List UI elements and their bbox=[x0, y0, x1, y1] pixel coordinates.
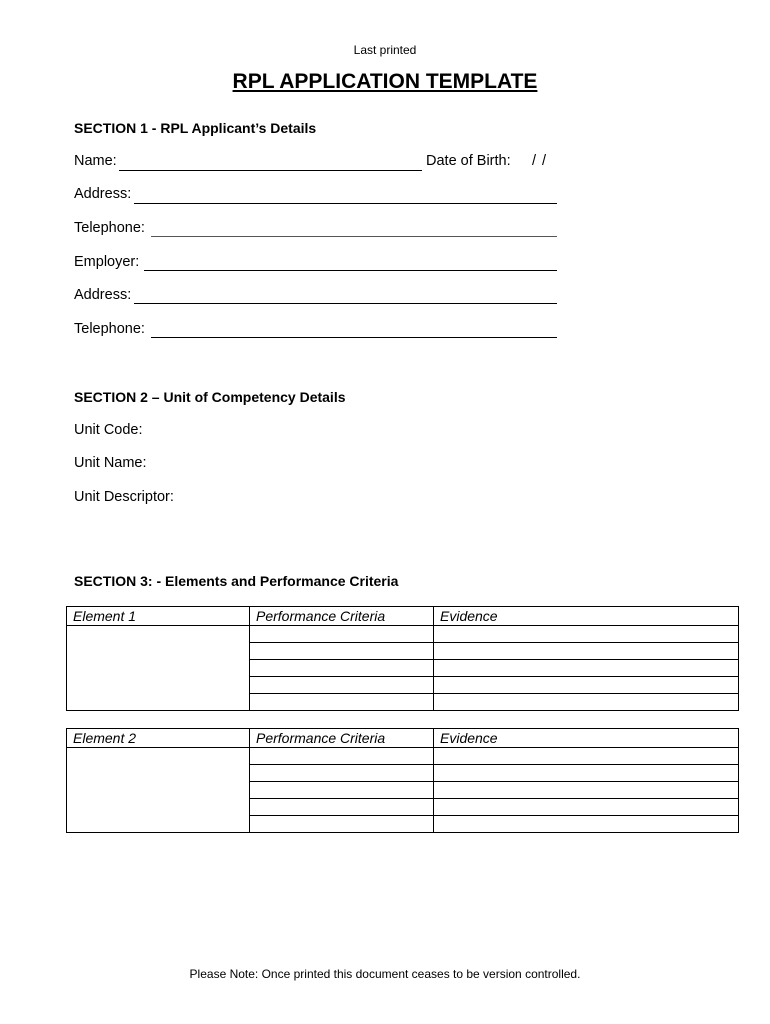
performance-criteria-cell[interactable] bbox=[250, 626, 434, 643]
element-table-2 bbox=[66, 728, 739, 833]
address-field[interactable] bbox=[134, 203, 557, 204]
document-title: RPL APPLICATION TEMPLATE bbox=[232, 70, 538, 93]
name-field[interactable] bbox=[119, 170, 422, 171]
date-of-birth-field[interactable]: / / bbox=[532, 153, 547, 169]
employer-address-field[interactable] bbox=[134, 303, 557, 304]
unit-name-label: Unit Name: bbox=[74, 455, 147, 471]
date-of-birth-label: Date of Birth: bbox=[426, 153, 511, 169]
table-row bbox=[67, 748, 739, 765]
evidence-cell[interactable] bbox=[434, 816, 739, 833]
unit-code-label: Unit Code: bbox=[74, 422, 143, 438]
evidence-header: Evidence bbox=[434, 729, 739, 748]
performance-criteria-header: Performance Criteria bbox=[250, 729, 434, 748]
evidence-cell[interactable] bbox=[434, 626, 739, 643]
element-header: Element 2 bbox=[67, 729, 250, 748]
address-label: Address: bbox=[74, 186, 132, 202]
employer-telephone-field[interactable] bbox=[151, 337, 557, 338]
performance-criteria-cell[interactable] bbox=[250, 677, 434, 694]
employer-telephone-label: Telephone: bbox=[74, 321, 145, 337]
employer-label: Employer: bbox=[74, 254, 140, 270]
element-table-1 bbox=[66, 606, 739, 711]
evidence-cell[interactable] bbox=[434, 643, 739, 660]
unit-descriptor-label: Unit Descriptor: bbox=[74, 489, 174, 505]
table-header-row bbox=[67, 607, 739, 626]
performance-criteria-cell[interactable] bbox=[250, 643, 434, 660]
table-row bbox=[67, 626, 739, 643]
element-description-cell[interactable] bbox=[67, 626, 250, 711]
evidence-cell[interactable] bbox=[434, 748, 739, 765]
performance-criteria-cell[interactable] bbox=[250, 816, 434, 833]
employer-field[interactable] bbox=[144, 270, 557, 271]
last-printed-label: Last printed bbox=[353, 43, 417, 57]
telephone-field[interactable] bbox=[151, 236, 557, 237]
performance-criteria-cell[interactable] bbox=[250, 782, 434, 799]
section-1-heading: SECTION 1 - RPL Applicant’s Details bbox=[74, 120, 317, 136]
performance-criteria-cell[interactable] bbox=[250, 765, 434, 782]
evidence-cell[interactable] bbox=[434, 677, 739, 694]
evidence-cell[interactable] bbox=[434, 660, 739, 677]
name-label: Name: bbox=[74, 153, 117, 169]
performance-criteria-header: Performance Criteria bbox=[250, 607, 434, 626]
performance-criteria-cell[interactable] bbox=[250, 660, 434, 677]
evidence-cell[interactable] bbox=[434, 799, 739, 816]
performance-criteria-cell[interactable] bbox=[250, 748, 434, 765]
element-description-cell[interactable] bbox=[67, 748, 250, 833]
performance-criteria-cell[interactable] bbox=[250, 799, 434, 816]
section-3-heading: SECTION 3: - Elements and Performance Criteria bbox=[74, 573, 399, 589]
evidence-cell[interactable] bbox=[434, 782, 739, 799]
section-2-heading: SECTION 2 – Unit of Competency Details bbox=[74, 389, 346, 405]
evidence-cell[interactable] bbox=[434, 765, 739, 782]
employer-address-label: Address: bbox=[74, 287, 132, 303]
evidence-cell[interactable] bbox=[434, 694, 739, 711]
performance-criteria-cell[interactable] bbox=[250, 694, 434, 711]
footer-note: Please Note: Once printed this document ceases to be version controlled. bbox=[189, 967, 581, 981]
element-header: Element 1 bbox=[67, 607, 250, 626]
telephone-label: Telephone: bbox=[74, 220, 145, 236]
evidence-header: Evidence bbox=[434, 607, 739, 626]
table-header-row bbox=[67, 729, 739, 748]
